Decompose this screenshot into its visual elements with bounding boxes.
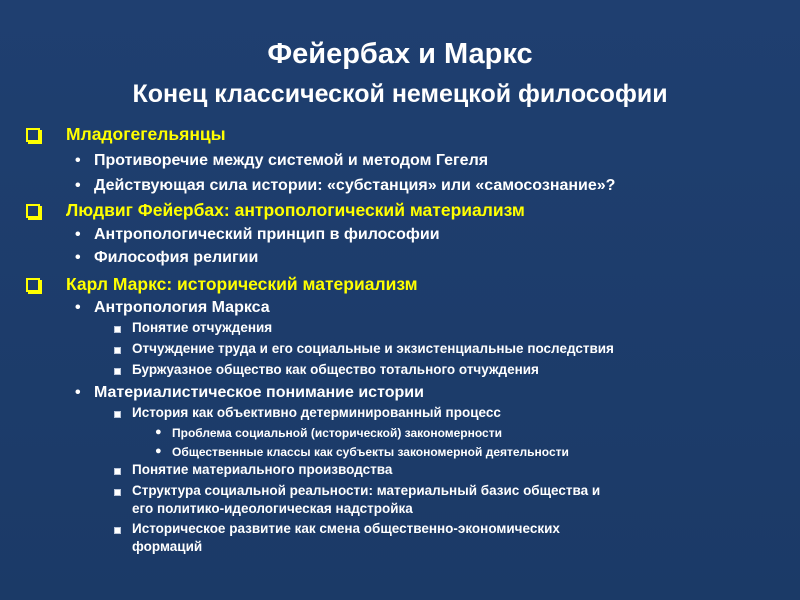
square-bullet-icon [114,368,121,375]
list-subitem-continuation: его политико-идеологическая надстройка [132,501,413,516]
list-item: Материалистическое понимание истории [94,384,424,401]
bullet-dot-icon: • [75,226,81,243]
checkbox-bullet-icon [26,128,40,142]
checkbox-bullet-icon [26,278,40,292]
slide-subtitle: Конец классической немецкой философии [132,80,668,108]
list-item: Антропологический принцип в философии [94,226,440,243]
slide-title: Фейербах и Маркс [267,38,533,70]
list-subitem: Историческое развитие как смена общественно-экономических [132,521,560,536]
bullet-dot-icon: • [75,177,81,194]
list-item: Философия религии [94,249,259,266]
square-bullet-icon [114,468,121,475]
square-bullet-icon [114,411,121,418]
square-bullet-icon [114,489,121,496]
bullet-dot-icon: • [75,384,81,401]
section-heading: Людвиг Фейербах: антропологический материализм [66,200,525,220]
list-subitem: Структура социальной реальности: материальный базис общества и [132,483,601,498]
bullet-dot-icon: • [75,249,81,266]
bullet-dot-icon: ● [155,445,162,457]
list-item: Противоречие между системой и методом Гегеля [94,152,489,169]
bullet-dot-icon: • [75,152,81,169]
bullet-dot-icon: ● [155,426,162,438]
list-subitem: Буржуазное общество как общество тотального отчуждения [132,362,539,377]
section-heading: Карл Маркс: исторический материализм [66,274,418,294]
list-subitem: Понятие отчуждения [132,320,273,335]
list-subsubitem: Проблема социальной (исторической) закономерности [172,426,502,440]
list-subsubitem: Общественные классы как субъекты закономерной деятельности [172,445,569,459]
square-bullet-icon [114,527,121,534]
section-heading: Младогегельянцы [66,124,226,144]
bullet-dot-icon: • [75,299,81,316]
list-subitem: История как объективно детерминированный процесс [132,405,501,420]
list-item: Действующая сила истории: «субстанция» или «самосознание»? [94,177,616,194]
square-bullet-icon [114,347,121,354]
list-item: Антропология Маркса [94,299,270,316]
list-subitem: Понятие материального производства [132,462,393,477]
square-bullet-icon [114,326,121,333]
list-subitem: Отчуждение труда и его социальные и экзистенциальные последствия [132,341,614,356]
list-subitem-continuation: формаций [132,539,203,554]
checkbox-bullet-icon [26,204,40,218]
